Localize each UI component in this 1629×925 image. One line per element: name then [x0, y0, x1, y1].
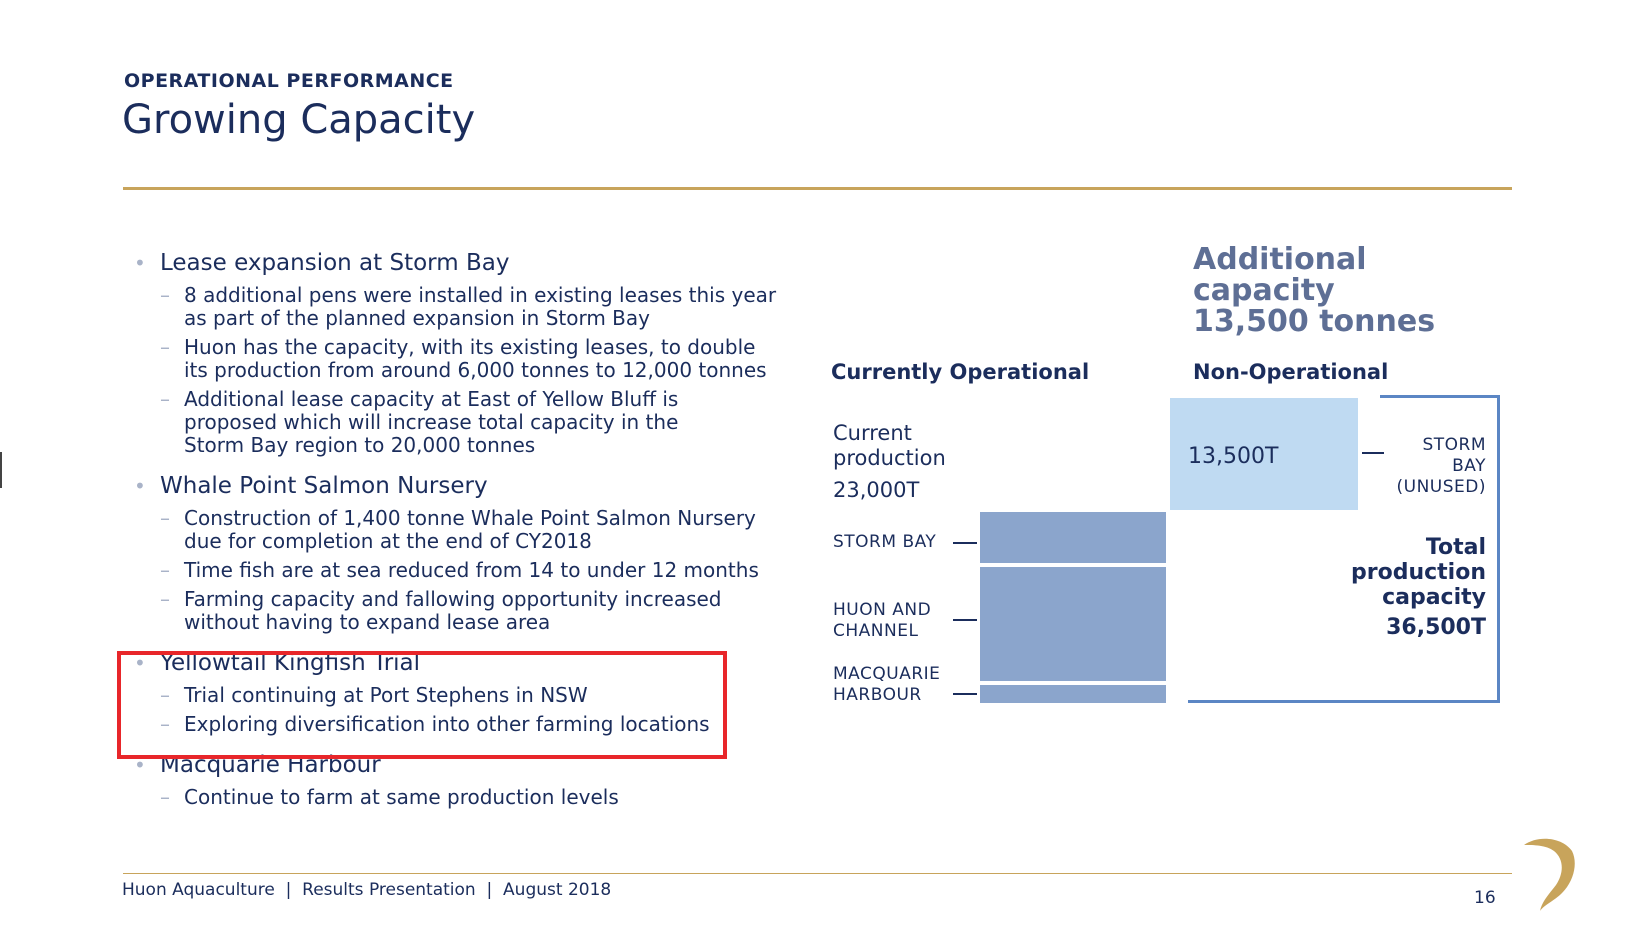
bottom-divider — [123, 873, 1512, 874]
currently-operational-header: Currently Operational — [831, 360, 1090, 384]
bullet-sub: – Farming capacity and fallowing opportunity increased without having to expand lease area — [134, 588, 764, 634]
bullet-sub: – Time fish are at sea reduced from 14 to under 12 months — [134, 559, 804, 582]
total-capacity-value: 36,500T — [1386, 615, 1486, 640]
bullet-heading: • Yellowtail Kingfish Trial — [134, 648, 814, 678]
fish-logo-icon — [1518, 833, 1578, 913]
bullet-group-storm-bay — [134, 248, 814, 457]
total-line: production — [1351, 560, 1486, 585]
unused-value: 13,500T — [1188, 444, 1279, 469]
total-capacity-baseline — [1188, 700, 1383, 703]
storm-unused-line: (UNUSED) — [1396, 477, 1486, 497]
macquarie-harbour-tick — [953, 693, 977, 695]
huon-channel-bar — [980, 567, 1166, 681]
bullet-heading: • Whale Point Salmon Nursery — [134, 471, 814, 501]
current-line: Current — [833, 421, 912, 445]
huon-line: CHANNEL — [833, 621, 919, 641]
total-capacity-label — [1330, 535, 1486, 610]
storm-bay-label: STORM BAY — [833, 532, 937, 552]
bullet-sub: – 8 additional pens were installed in existing leases this year as part of the planned expansion in Storm Bay — [134, 284, 784, 330]
bullet-sub: – Trial continuing at Port Stephens in NSW — [134, 684, 804, 707]
macq-line: HARBOUR — [833, 685, 922, 705]
macquarie-harbour-bar — [980, 685, 1166, 703]
page-title: Growing Capacity — [122, 97, 476, 143]
additional-line: 13,500 tonnes — [1193, 304, 1436, 339]
current-production-label — [833, 421, 946, 471]
additional-line: Additional — [1193, 242, 1367, 277]
bullet-sub: – Exploring diversification into other farming locations — [134, 713, 804, 736]
section-kicker: OPERATIONAL PERFORMANCE — [124, 70, 454, 92]
edge-marker — [0, 452, 2, 488]
macquarie-harbour-label — [833, 664, 940, 706]
huon-channel-label — [833, 600, 931, 642]
huon-channel-tick — [953, 619, 977, 621]
current-production-value: 23,000T — [833, 478, 920, 502]
current-line: production — [833, 446, 946, 470]
huon-line: HUON AND — [833, 600, 932, 620]
top-divider — [123, 187, 1512, 190]
bullet-sub: – Additional lease capacity at East of Yellow Bluff is proposed which will increase total capacity in the Storm Bay region to 20,000 tonnes — [134, 388, 714, 457]
non-operational-header: Non-Operational — [1193, 360, 1389, 384]
storm-unused-line: STORM BAY — [1422, 435, 1486, 476]
storm-bay-tick — [953, 542, 977, 544]
bullet-heading: • Macquarie Harbour — [134, 750, 814, 780]
additional-line: capacity — [1193, 273, 1335, 308]
highlight-box — [117, 651, 727, 759]
macq-line: MACQUARIE — [833, 664, 941, 684]
bullet-sub: – Continue to farm at same production levels — [134, 786, 804, 809]
bullet-heading: • Lease expansion at Storm Bay — [134, 248, 814, 278]
total-line: capacity — [1382, 585, 1486, 610]
bullet-sub: – Construction of 1,400 tonne Whale Point Salmon Nursery due for completion at the end of CY2018 — [134, 507, 764, 553]
bullet-sub: – Huon has the capacity, with its existing leases, to double its production from around 6,000 tonnes to 12,000 tonnes — [134, 336, 784, 382]
footer-text: Huon Aquaculture | Results Presentation | August 2018 — [122, 880, 612, 900]
total-line: Total — [1425, 535, 1486, 560]
storm-bay-bar — [980, 512, 1166, 563]
bullet-group-whale-point — [134, 471, 814, 634]
page-number: 16 — [1474, 888, 1496, 908]
additional-capacity-label — [1193, 244, 1435, 337]
